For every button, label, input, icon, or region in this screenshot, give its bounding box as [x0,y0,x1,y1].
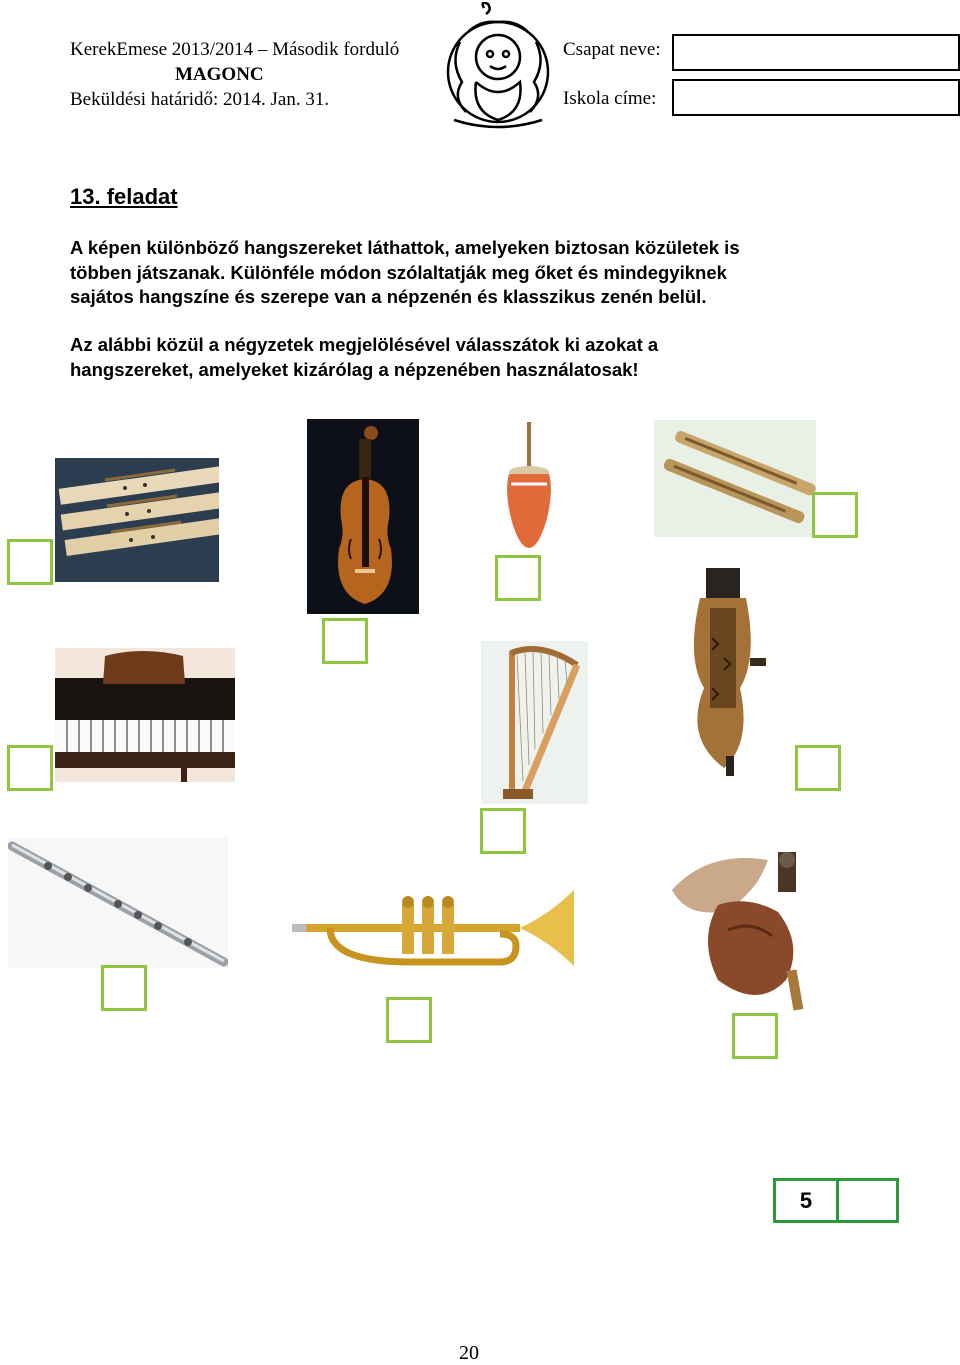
contest-logo [440,2,556,135]
kocsogduda-image [500,422,560,550]
checkbox-flute[interactable] [101,965,147,1011]
deadline-text: Beküldési határidő: 2014. Jan. 31. [70,89,330,110]
checkbox-hurdy-gurdy[interactable] [795,745,841,791]
checkbox-doromb[interactable] [812,492,858,538]
piano-image [55,648,235,782]
trumpet-image [290,884,586,978]
page-number: 20 [459,1342,479,1364]
task-paragraph-1: A képen különböző hangszereket láthattok, amelyeken biztosan közületek is többen játszanak. Különféle módon szólaltatják meg őket és mindegyiknek sajátos hangszíne és szerepe van a népzenén és klasszikus zenén belül. [70,237,740,307]
team-name-label: Csapat neve: [563,39,661,60]
checkbox-piano[interactable] [7,745,53,791]
hurdy-gurdy-image [690,568,776,780]
doromb-image [654,420,816,537]
task-paragraph-2: Az alábbi közül a négyzetek megjelölésével válasszátok ki azokat a hangszereket, amelyeket kizárólag a népzenében használatosak! [70,334,659,380]
checkbox-violin[interactable] [322,618,368,664]
checkbox-harp[interactable] [480,808,526,854]
checkbox-trumpet[interactable] [386,997,432,1043]
recorders-image [55,458,219,582]
earned-points-field[interactable] [839,1181,896,1220]
subject-name: MAGONC [175,64,264,85]
flute-image [8,838,228,968]
contest-title: KerekEmese 2013/2014 – Második forduló [70,39,400,60]
team-name-field[interactable] [672,34,960,71]
bagpipe-image [668,850,816,1015]
harp-image [481,641,588,804]
school-address-field[interactable] [672,79,960,116]
score-box [773,1178,899,1223]
task-title: 13. feladat [70,184,178,209]
school-address-label: Iskola címe: [563,88,657,109]
checkbox-kocsogduda[interactable] [495,555,541,601]
max-points: 5 [776,1181,839,1220]
checkbox-recorders[interactable] [7,539,53,585]
checkbox-bagpipe[interactable] [732,1013,778,1059]
violin-image [307,419,419,614]
